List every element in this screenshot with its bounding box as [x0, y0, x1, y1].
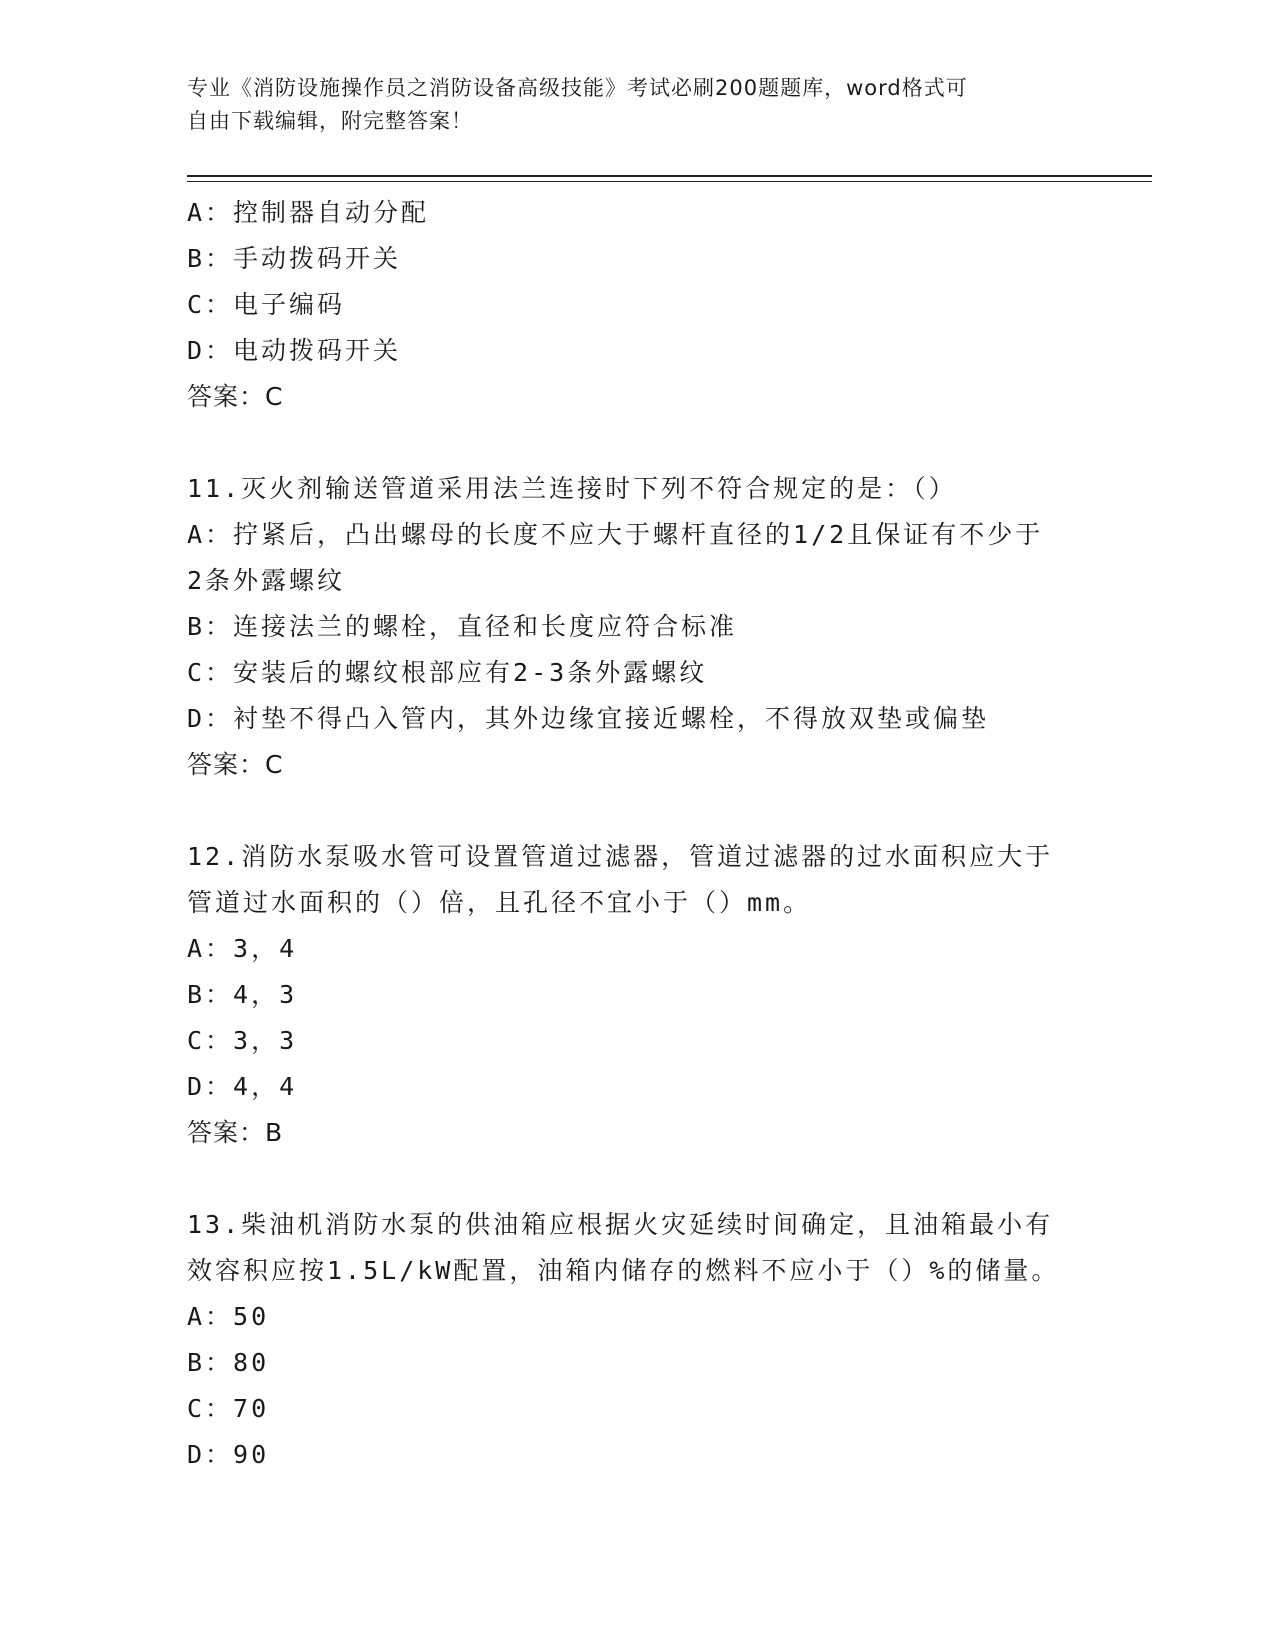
option-c: C：70: [187, 1394, 270, 1423]
option-a: A：50: [187, 1302, 270, 1331]
option-c: C：3，3: [187, 1026, 298, 1055]
question-content: [187, 190, 1087, 1478]
option-d: D：90: [187, 1440, 270, 1469]
question-text: 12.消防水泵吸水管可设置管道过滤器，管道过滤器的过水面积应大于: [187, 842, 1054, 871]
option-d: D：电动拨码开关: [187, 336, 402, 365]
option-c: C：安装后的螺纹根部应有2-3条外露螺纹: [187, 658, 708, 687]
header-line-2: 自由下载编辑，附完整答案！: [187, 109, 473, 133]
question-text-continued: 效容积应按1.5L/kW配置，油箱内储存的燃料不应小于（）%的储量。: [187, 1256, 1060, 1285]
header-divider-thick: [187, 175, 1152, 177]
question-text: 13.柴油机消防水泵的供油箱应根据火灾延续时间确定，且油箱最小有: [187, 1210, 1054, 1239]
option-a: A：控制器自动分配: [187, 198, 430, 227]
question-text-continued: 管道过水面积的（）倍，且孔径不宜小于（）mm。: [187, 888, 812, 917]
option-d: D：衬垫不得凸入管内，其外边缘宜接近螺栓，不得放双垫或偏垫: [187, 704, 990, 733]
document-header: [187, 72, 1067, 138]
answer: 答案：B: [187, 1118, 284, 1147]
option-b: B：80: [187, 1348, 270, 1377]
header-line-1: 专业《消防设施操作员之消防设备高级技能》考试必刷200题题库，word格式可: [187, 76, 968, 100]
question-text: 11.灭火剂输送管道采用法兰连接时下列不符合规定的是：（）: [187, 474, 957, 503]
header-divider-thin: [187, 181, 1152, 182]
option-a: A：3，4: [187, 934, 298, 963]
option-c: C：电子编码: [187, 290, 346, 319]
answer: 答案：C: [187, 382, 284, 411]
answer: 答案：C: [187, 750, 284, 779]
option-b: B：4，3: [187, 980, 298, 1009]
option-a-continued: 2条外露螺纹: [187, 566, 346, 595]
option-a: A：拧紧后，凸出螺母的长度不应大于螺杆直径的1/2且保证有不少于: [187, 520, 1044, 549]
question-11-block: [187, 466, 1087, 788]
option-d: D：4，4: [187, 1072, 298, 1101]
prev-question-block: [187, 190, 1087, 420]
option-b: B：手动拨码开关: [187, 244, 402, 273]
option-b: B：连接法兰的螺栓，直径和长度应符合标准: [187, 612, 738, 641]
question-12-block: [187, 834, 1087, 1156]
question-13-block: [187, 1202, 1087, 1478]
